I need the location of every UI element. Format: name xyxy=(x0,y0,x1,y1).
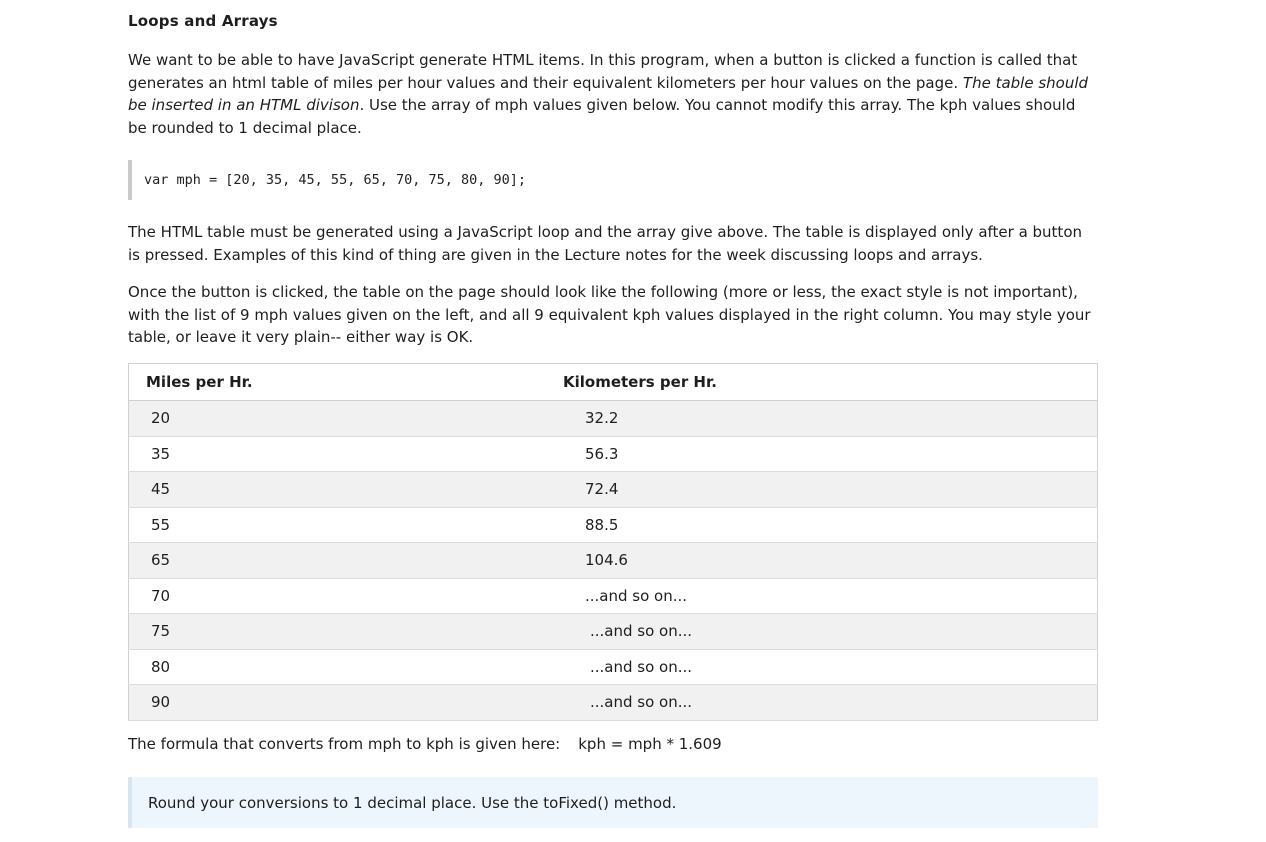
kph-cell: 88.5 xyxy=(546,507,1098,543)
mph-cell: 80 xyxy=(129,649,547,685)
intro-emphasis: The table should be inserted in an HTML divison xyxy=(128,73,1089,114)
table-row xyxy=(129,507,1098,543)
note-text: Round your conversions to 1 decimal place. Use the toFixed() method. xyxy=(148,794,677,812)
table-description-paragraph: Once the button is clicked, the table on the page should look like the following (more or less, the exact style is not important), with the list of 9 mph values given on the left, and all 9 equivalent kph values displayed in the right column. You may style your table, or leave it very plain-- either way is OK. xyxy=(128,283,1091,346)
header-mph: Miles per Hr. xyxy=(129,364,547,401)
note-box xyxy=(128,777,1098,828)
mph-cell: 70 xyxy=(129,578,547,614)
table-row xyxy=(129,685,1098,721)
code-block xyxy=(128,160,1098,200)
kph-cell: ...and so on... xyxy=(546,578,1098,614)
mph-cell: 90 xyxy=(129,685,547,721)
conversion-table xyxy=(128,363,1098,721)
kph-cell: 32.2 xyxy=(546,401,1098,437)
table-row xyxy=(129,543,1098,579)
kph-cell: 56.3 xyxy=(546,436,1098,472)
formula-label: The formula that converts from mph to kph is given here: xyxy=(128,735,561,753)
table-header-row xyxy=(129,364,1098,401)
table-row xyxy=(129,436,1098,472)
code-line: var mph = [20, 35, 45, 55, 65, 70, 75, 80, 90]; xyxy=(144,172,527,188)
mph-cell: 20 xyxy=(129,401,547,437)
table-row xyxy=(129,578,1098,614)
table-row xyxy=(129,649,1098,685)
formula-line xyxy=(128,735,722,753)
table-row xyxy=(129,614,1098,650)
formula-equation: kph = mph * 1.609 xyxy=(578,735,722,753)
intro-paragraph xyxy=(128,49,1098,139)
intro-text-a: We want to be able to have JavaScript generate HTML items. In this program, when a button is clicked a function is called that generates an html table of miles per hour values and their equivalent kilometers per hour values on the page. xyxy=(128,51,1078,92)
intro-text-b: . Use the array of mph values given below. You cannot modify this array. The kph values should be rounded to 1 decimal place. xyxy=(128,96,1076,137)
mph-cell: 65 xyxy=(129,543,547,579)
mph-cell: 35 xyxy=(129,436,547,472)
kph-cell: 72.4 xyxy=(546,472,1098,508)
kph-cell: ...and so on... xyxy=(546,614,1098,650)
mph-cell: 45 xyxy=(129,472,547,508)
kph-cell: ...and so on... xyxy=(546,685,1098,721)
page-title: Loops and Arrays xyxy=(128,12,278,30)
table-row xyxy=(129,472,1098,508)
kph-cell: ...and so on... xyxy=(546,649,1098,685)
mph-cell: 55 xyxy=(129,507,547,543)
kph-cell: 104.6 xyxy=(546,543,1098,579)
header-kph: Kilometers per Hr. xyxy=(546,364,1098,401)
mph-cell: 75 xyxy=(129,614,547,650)
table-row xyxy=(129,401,1098,437)
loop-requirements-paragraph: The HTML table must be generated using a JavaScript loop and the array give above. The table is displayed only after a button is pressed. Examples of this kind of thing are given in the Lecture notes for the week discussing loops and arrays. xyxy=(128,223,1083,264)
